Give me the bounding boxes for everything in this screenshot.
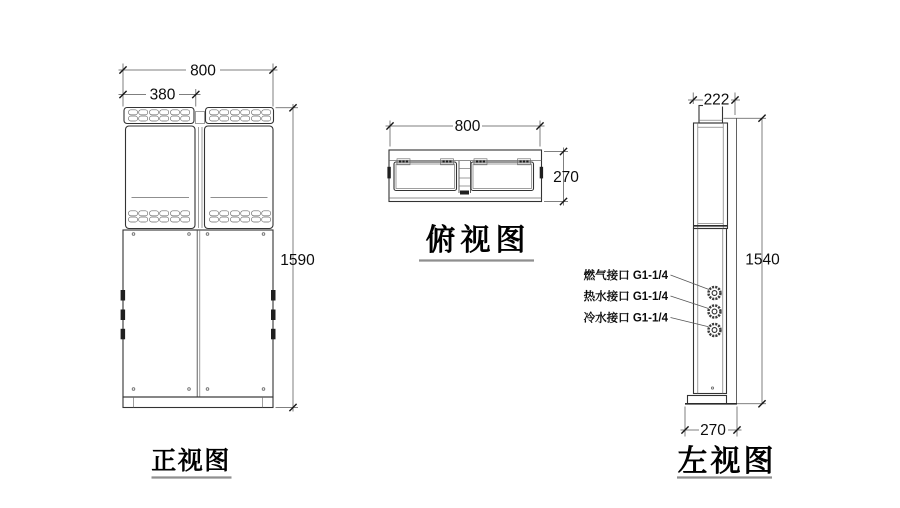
- hot-water-connection-flange: [709, 306, 721, 318]
- left-view-dimensions: [681, 92, 781, 439]
- left-view-title: 左视图: [677, 445, 777, 478]
- left-plinth: [688, 396, 727, 404]
- left-view: [583, 92, 780, 479]
- front-height-dim: 1590: [280, 252, 315, 269]
- front-view: [119, 62, 316, 478]
- cold-water-connection-flange: [709, 324, 721, 336]
- top-width-dim: 800: [454, 117, 481, 135]
- front-strip-gap-bracket: [196, 112, 205, 124]
- front-screw-dots: [132, 233, 265, 391]
- left-view-object: [685, 106, 737, 404]
- left-base-depth-dim: 270: [700, 421, 726, 439]
- top-depth-dim: 270: [553, 169, 579, 186]
- front-bottom-vent-slots: [129, 211, 271, 222]
- front-view-title: 正视图: [151, 447, 231, 475]
- front-door-width-dim: 380: [149, 86, 176, 104]
- front-right-upper-door: [205, 126, 274, 229]
- pipe-connection-flanges: [709, 287, 721, 336]
- top-right-module: [471, 162, 534, 191]
- front-lower-cabinet: [123, 230, 273, 397]
- front-plinth: [123, 397, 273, 408]
- connection-callouts: [583, 268, 709, 327]
- left-upper-section: [694, 123, 728, 229]
- hot-water-connection-label: 热水接口 G1-1/4: [583, 291, 668, 303]
- gas-connection-flange: [709, 287, 721, 299]
- front-view-object: [121, 108, 276, 408]
- cold-water-connection-label: 冷水接口 G1-1/4: [583, 312, 668, 325]
- top-right-side-tick: [540, 167, 543, 179]
- front-width-dim: 800: [190, 62, 216, 80]
- left-top-depth-dim: 222: [703, 91, 730, 109]
- top-center-bracket: [459, 161, 471, 195]
- left-height-dim: 1540: [745, 251, 780, 269]
- front-left-upper-door: [126, 126, 196, 229]
- top-left-side-tick: [387, 167, 390, 179]
- top-view-title: 俯视图: [425, 224, 531, 257]
- gas-connection-label: 燃气接口 G1-1/4: [583, 270, 668, 282]
- front-side-hinge-tabs: [121, 290, 276, 339]
- top-left-module: [394, 162, 457, 191]
- top-view-object: [387, 150, 543, 202]
- top-view: [386, 118, 580, 261]
